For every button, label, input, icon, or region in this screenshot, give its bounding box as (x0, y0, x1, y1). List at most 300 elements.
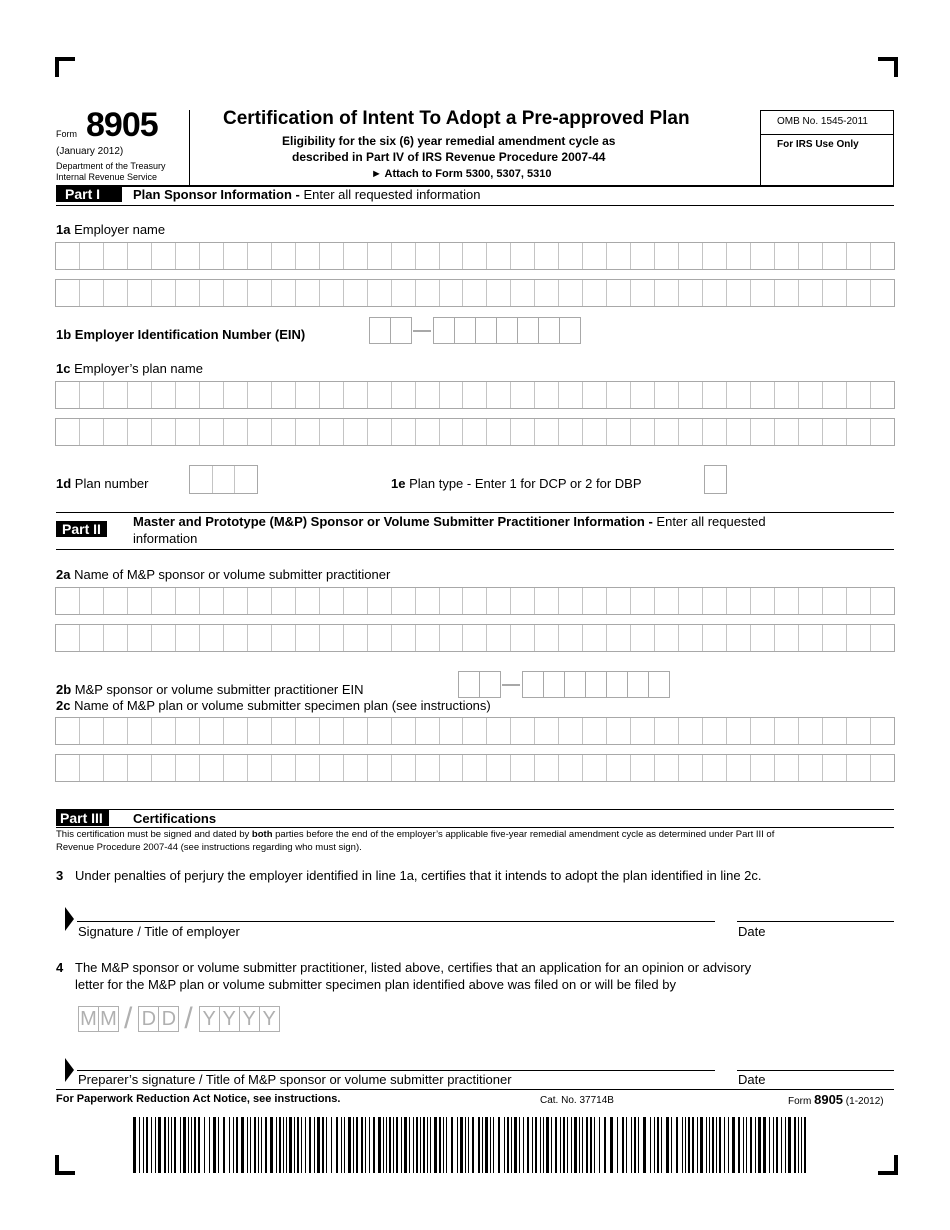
char-box[interactable] (463, 419, 487, 445)
char-box[interactable] (56, 718, 80, 744)
char-box[interactable] (511, 755, 535, 781)
char-box[interactable] (440, 243, 464, 269)
char-box[interactable] (775, 280, 799, 306)
ein-digit-box[interactable] (390, 317, 412, 344)
char-box[interactable] (775, 588, 799, 614)
char-box[interactable] (272, 419, 296, 445)
char-box[interactable] (248, 755, 272, 781)
char-box[interactable] (487, 419, 511, 445)
char-box[interactable] (80, 419, 104, 445)
char-box[interactable] (823, 280, 847, 306)
date-digit-box[interactable]: Y (219, 1006, 240, 1032)
char-box[interactable] (511, 382, 535, 408)
filing-year-boxes[interactable] (199, 1006, 279, 1032)
sponsor-ein-field[interactable] (458, 670, 669, 699)
char-box[interactable] (152, 382, 176, 408)
char-box[interactable] (392, 625, 416, 651)
char-box[interactable] (799, 588, 823, 614)
employer-name-field-2[interactable] (55, 279, 895, 307)
char-box[interactable] (583, 419, 607, 445)
char-box[interactable] (871, 755, 894, 781)
char-box[interactable] (487, 718, 511, 744)
char-box[interactable] (463, 625, 487, 651)
char-box[interactable] (727, 243, 751, 269)
char-box[interactable] (320, 625, 344, 651)
preparer-signature-line[interactable] (77, 1070, 715, 1071)
char-box[interactable] (583, 718, 607, 744)
char-box[interactable] (463, 280, 487, 306)
char-box[interactable] (344, 243, 368, 269)
char-box[interactable] (799, 625, 823, 651)
char-box[interactable] (416, 718, 440, 744)
char-box[interactable] (535, 419, 559, 445)
char-box[interactable] (775, 718, 799, 744)
char-box[interactable] (631, 280, 655, 306)
char-box[interactable] (128, 625, 152, 651)
ein-digit-box[interactable] (606, 671, 628, 698)
employer-date-line[interactable] (737, 921, 894, 922)
char-box[interactable] (535, 280, 559, 306)
char-box[interactable] (128, 382, 152, 408)
char-box[interactable] (559, 625, 583, 651)
char-box[interactable] (871, 718, 894, 744)
char-box[interactable] (655, 419, 679, 445)
char-box[interactable] (823, 755, 847, 781)
ein-digit-box[interactable] (543, 671, 565, 698)
char-box[interactable] (511, 625, 535, 651)
char-box[interactable] (416, 382, 440, 408)
char-box[interactable] (703, 243, 727, 269)
char-box[interactable] (679, 419, 703, 445)
char-box[interactable] (679, 625, 703, 651)
char-box[interactable] (104, 280, 128, 306)
char-box[interactable] (128, 419, 152, 445)
char-box[interactable] (152, 243, 176, 269)
char-box[interactable] (80, 382, 104, 408)
char-box[interactable] (703, 625, 727, 651)
char-box[interactable] (200, 718, 224, 744)
char-box[interactable] (56, 588, 80, 614)
char-box[interactable] (200, 280, 224, 306)
char-box[interactable] (799, 243, 823, 269)
char-box[interactable] (583, 588, 607, 614)
char-box[interactable] (727, 419, 751, 445)
ein-digit-box[interactable] (475, 317, 497, 344)
char-box[interactable] (368, 243, 392, 269)
char-box[interactable] (368, 382, 392, 408)
char-box[interactable] (775, 755, 799, 781)
char-box[interactable] (80, 280, 104, 306)
char-box[interactable] (440, 588, 464, 614)
char-box[interactable] (56, 625, 80, 651)
char-box[interactable] (56, 419, 80, 445)
char-box[interactable] (152, 755, 176, 781)
char-box[interactable] (487, 382, 511, 408)
char-box[interactable] (296, 419, 320, 445)
char-box[interactable] (823, 718, 847, 744)
char-box[interactable] (463, 755, 487, 781)
char-box[interactable] (535, 382, 559, 408)
char-box[interactable] (200, 625, 224, 651)
char-box[interactable] (128, 755, 152, 781)
char-box[interactable] (751, 755, 775, 781)
char-box[interactable] (583, 625, 607, 651)
employer-name-field-1[interactable] (55, 242, 895, 270)
char-box[interactable] (559, 588, 583, 614)
ein-digit-box[interactable] (585, 671, 607, 698)
char-box[interactable] (487, 280, 511, 306)
char-box[interactable] (559, 280, 583, 306)
char-box[interactable] (799, 419, 823, 445)
char-box[interactable] (152, 419, 176, 445)
char-box[interactable] (224, 419, 248, 445)
char-box[interactable] (655, 625, 679, 651)
preparer-date-line[interactable] (737, 1070, 894, 1071)
char-box[interactable] (344, 280, 368, 306)
char-box[interactable] (104, 382, 128, 408)
char-box[interactable] (751, 419, 775, 445)
char-box[interactable] (224, 755, 248, 781)
ein-digit-box[interactable] (454, 317, 476, 344)
char-box[interactable] (847, 382, 871, 408)
char-box[interactable] (80, 755, 104, 781)
char-box[interactable] (751, 588, 775, 614)
char-box[interactable] (679, 280, 703, 306)
char-box[interactable] (511, 280, 535, 306)
char-box[interactable] (799, 280, 823, 306)
char-box[interactable] (104, 718, 128, 744)
char-box[interactable] (823, 625, 847, 651)
char-box[interactable] (248, 625, 272, 651)
filing-date-field[interactable] (78, 1002, 279, 1035)
char-box[interactable] (224, 243, 248, 269)
char-box[interactable] (152, 718, 176, 744)
employer-signature-line[interactable] (77, 921, 715, 922)
char-box[interactable] (559, 718, 583, 744)
char-box[interactable] (176, 755, 200, 781)
char-box[interactable] (368, 718, 392, 744)
char-box[interactable] (799, 755, 823, 781)
char-box[interactable] (823, 382, 847, 408)
char-box[interactable] (871, 588, 894, 614)
char-box[interactable] (607, 280, 631, 306)
char-box[interactable] (56, 280, 80, 306)
char-box[interactable] (607, 718, 631, 744)
char-box[interactable] (583, 243, 607, 269)
char-box[interactable] (535, 625, 559, 651)
char-box[interactable] (128, 243, 152, 269)
char-box[interactable] (655, 588, 679, 614)
char-box[interactable] (511, 243, 535, 269)
char-box[interactable] (344, 755, 368, 781)
char-box[interactable] (727, 625, 751, 651)
char-box[interactable] (871, 382, 894, 408)
char-box[interactable] (272, 625, 296, 651)
char-box[interactable] (320, 419, 344, 445)
char-box[interactable] (176, 243, 200, 269)
char-box[interactable] (296, 718, 320, 744)
char-box[interactable] (248, 243, 272, 269)
char-box[interactable] (392, 419, 416, 445)
char-box[interactable] (607, 755, 631, 781)
char-box[interactable] (607, 625, 631, 651)
char-box[interactable] (871, 419, 894, 445)
char-box[interactable] (368, 419, 392, 445)
char-box[interactable] (296, 243, 320, 269)
char-box[interactable] (176, 382, 200, 408)
char-box[interactable] (511, 588, 535, 614)
char-box[interactable] (176, 280, 200, 306)
char-box[interactable] (368, 755, 392, 781)
char-box[interactable] (751, 382, 775, 408)
char-box[interactable] (871, 625, 894, 651)
char-box[interactable] (703, 419, 727, 445)
char-box[interactable] (535, 243, 559, 269)
plan-name-field-2[interactable] (55, 418, 895, 446)
char-box[interactable] (703, 382, 727, 408)
date-digit-box[interactable]: Y (199, 1006, 220, 1032)
char-box[interactable] (190, 466, 213, 493)
char-box[interactable] (344, 625, 368, 651)
char-box[interactable] (368, 588, 392, 614)
char-box[interactable] (727, 755, 751, 781)
char-box[interactable] (272, 718, 296, 744)
char-box[interactable] (440, 382, 464, 408)
plan-number-field[interactable] (189, 465, 258, 494)
char-box[interactable] (176, 718, 200, 744)
char-box[interactable] (416, 280, 440, 306)
char-box[interactable] (320, 588, 344, 614)
char-box[interactable] (799, 382, 823, 408)
char-box[interactable] (320, 382, 344, 408)
char-box[interactable] (176, 588, 200, 614)
char-box[interactable] (296, 280, 320, 306)
ein-digit-box[interactable] (648, 671, 670, 698)
char-box[interactable] (248, 382, 272, 408)
char-box[interactable] (655, 243, 679, 269)
char-box[interactable] (272, 755, 296, 781)
date-digit-box[interactable]: M (78, 1006, 99, 1032)
char-box[interactable] (703, 718, 727, 744)
char-box[interactable] (631, 755, 655, 781)
char-box[interactable] (727, 588, 751, 614)
char-box[interactable] (583, 382, 607, 408)
char-box[interactable] (727, 718, 751, 744)
char-box[interactable] (679, 382, 703, 408)
char-box[interactable] (200, 382, 224, 408)
char-box[interactable] (296, 588, 320, 614)
char-box[interactable] (631, 419, 655, 445)
char-box[interactable] (368, 280, 392, 306)
char-box[interactable] (631, 718, 655, 744)
char-box[interactable] (248, 280, 272, 306)
char-box[interactable] (296, 625, 320, 651)
plan-name-field-1[interactable] (55, 381, 895, 409)
char-box[interactable] (440, 419, 464, 445)
ein-digit-box[interactable] (522, 671, 544, 698)
char-box[interactable] (463, 382, 487, 408)
char-box[interactable] (775, 625, 799, 651)
char-box[interactable] (152, 625, 176, 651)
char-box[interactable] (392, 382, 416, 408)
char-box[interactable] (463, 588, 487, 614)
char-box[interactable] (80, 718, 104, 744)
ein-digit-box[interactable] (564, 671, 586, 698)
char-box[interactable] (775, 419, 799, 445)
char-box[interactable] (440, 280, 464, 306)
char-box[interactable] (200, 755, 224, 781)
char-box[interactable] (823, 588, 847, 614)
char-box[interactable] (80, 625, 104, 651)
char-box[interactable] (799, 718, 823, 744)
char-box[interactable] (751, 243, 775, 269)
char-box[interactable] (823, 419, 847, 445)
ein-digit-box[interactable] (627, 671, 649, 698)
char-box[interactable] (104, 755, 128, 781)
specimen-plan-field-1[interactable] (55, 717, 895, 745)
char-box[interactable] (213, 466, 236, 493)
char-box[interactable] (392, 280, 416, 306)
char-box[interactable] (535, 755, 559, 781)
char-box[interactable] (655, 755, 679, 781)
char-box[interactable] (607, 588, 631, 614)
char-box[interactable] (535, 588, 559, 614)
char-box[interactable] (463, 243, 487, 269)
char-box[interactable] (487, 755, 511, 781)
char-box[interactable] (56, 755, 80, 781)
char-box[interactable] (440, 625, 464, 651)
char-box[interactable] (128, 280, 152, 306)
char-box[interactable] (416, 625, 440, 651)
char-box[interactable] (487, 243, 511, 269)
char-box[interactable] (535, 718, 559, 744)
char-box[interactable] (631, 588, 655, 614)
char-box[interactable] (344, 419, 368, 445)
char-box[interactable] (727, 280, 751, 306)
char-box[interactable] (440, 718, 464, 744)
char-box[interactable] (344, 382, 368, 408)
char-box[interactable] (871, 243, 894, 269)
char-box[interactable] (104, 243, 128, 269)
char-box[interactable] (296, 755, 320, 781)
char-box[interactable] (751, 280, 775, 306)
char-box[interactable] (344, 718, 368, 744)
char-box[interactable] (176, 419, 200, 445)
char-box[interactable] (631, 625, 655, 651)
char-box[interactable] (392, 755, 416, 781)
char-box[interactable] (320, 243, 344, 269)
ein-digit-box[interactable] (496, 317, 518, 344)
char-box[interactable] (248, 588, 272, 614)
ein-digit-box[interactable] (538, 317, 560, 344)
char-box[interactable] (200, 419, 224, 445)
char-box[interactable] (368, 625, 392, 651)
ein-digit-box[interactable] (517, 317, 539, 344)
char-box[interactable] (248, 718, 272, 744)
char-box[interactable] (200, 243, 224, 269)
char-box[interactable] (511, 419, 535, 445)
char-box[interactable] (224, 625, 248, 651)
char-box[interactable] (392, 243, 416, 269)
char-box[interactable] (631, 243, 655, 269)
date-digit-box[interactable]: Y (259, 1006, 280, 1032)
char-box[interactable] (703, 755, 727, 781)
char-box[interactable] (320, 755, 344, 781)
ein-digit-box[interactable] (479, 671, 501, 698)
char-box[interactable] (871, 280, 894, 306)
char-box[interactable] (128, 588, 152, 614)
char-box[interactable] (511, 718, 535, 744)
char-box[interactable] (703, 280, 727, 306)
plan-type-field[interactable] (704, 465, 727, 494)
char-box[interactable] (200, 588, 224, 614)
char-box[interactable] (56, 382, 80, 408)
char-box[interactable] (679, 588, 703, 614)
char-box[interactable] (703, 588, 727, 614)
char-box[interactable] (559, 382, 583, 408)
char-box[interactable] (80, 243, 104, 269)
char-box[interactable] (727, 382, 751, 408)
char-box[interactable] (487, 588, 511, 614)
ein-digit-box[interactable] (369, 317, 391, 344)
char-box[interactable] (224, 718, 248, 744)
char-box[interactable] (272, 588, 296, 614)
char-box[interactable] (176, 625, 200, 651)
specimen-plan-field-2[interactable] (55, 754, 895, 782)
char-box[interactable] (224, 588, 248, 614)
char-box[interactable] (392, 588, 416, 614)
ein-digit-box[interactable] (559, 317, 581, 344)
ein-digit-box[interactable] (458, 671, 480, 698)
char-box[interactable] (847, 280, 871, 306)
char-box[interactable] (104, 419, 128, 445)
char-box[interactable] (559, 755, 583, 781)
char-box[interactable] (224, 382, 248, 408)
char-box[interactable] (487, 625, 511, 651)
filing-month-boxes[interactable] (78, 1006, 118, 1032)
char-box[interactable] (104, 625, 128, 651)
char-box[interactable] (272, 280, 296, 306)
employer-ein-field[interactable] (369, 316, 580, 345)
date-digit-box[interactable]: D (138, 1006, 159, 1032)
char-box[interactable] (559, 419, 583, 445)
date-digit-box[interactable]: Y (239, 1006, 260, 1032)
char-box[interactable] (104, 588, 128, 614)
date-digit-box[interactable]: M (98, 1006, 119, 1032)
char-box[interactable] (679, 718, 703, 744)
char-box[interactable] (320, 718, 344, 744)
char-box[interactable] (272, 382, 296, 408)
char-box[interactable] (775, 382, 799, 408)
char-box[interactable] (235, 466, 257, 493)
char-box[interactable] (440, 755, 464, 781)
char-box[interactable] (224, 280, 248, 306)
char-box[interactable] (463, 718, 487, 744)
sponsor-name-field-2[interactable] (55, 624, 895, 652)
ein-digit-box[interactable] (433, 317, 455, 344)
char-box[interactable] (847, 718, 871, 744)
char-box[interactable] (847, 755, 871, 781)
char-box[interactable] (607, 419, 631, 445)
char-box[interactable] (705, 466, 726, 493)
char-box[interactable] (272, 243, 296, 269)
char-box[interactable] (631, 382, 655, 408)
char-box[interactable] (775, 243, 799, 269)
char-box[interactable] (679, 243, 703, 269)
char-box[interactable] (847, 588, 871, 614)
char-box[interactable] (416, 243, 440, 269)
char-box[interactable] (679, 755, 703, 781)
